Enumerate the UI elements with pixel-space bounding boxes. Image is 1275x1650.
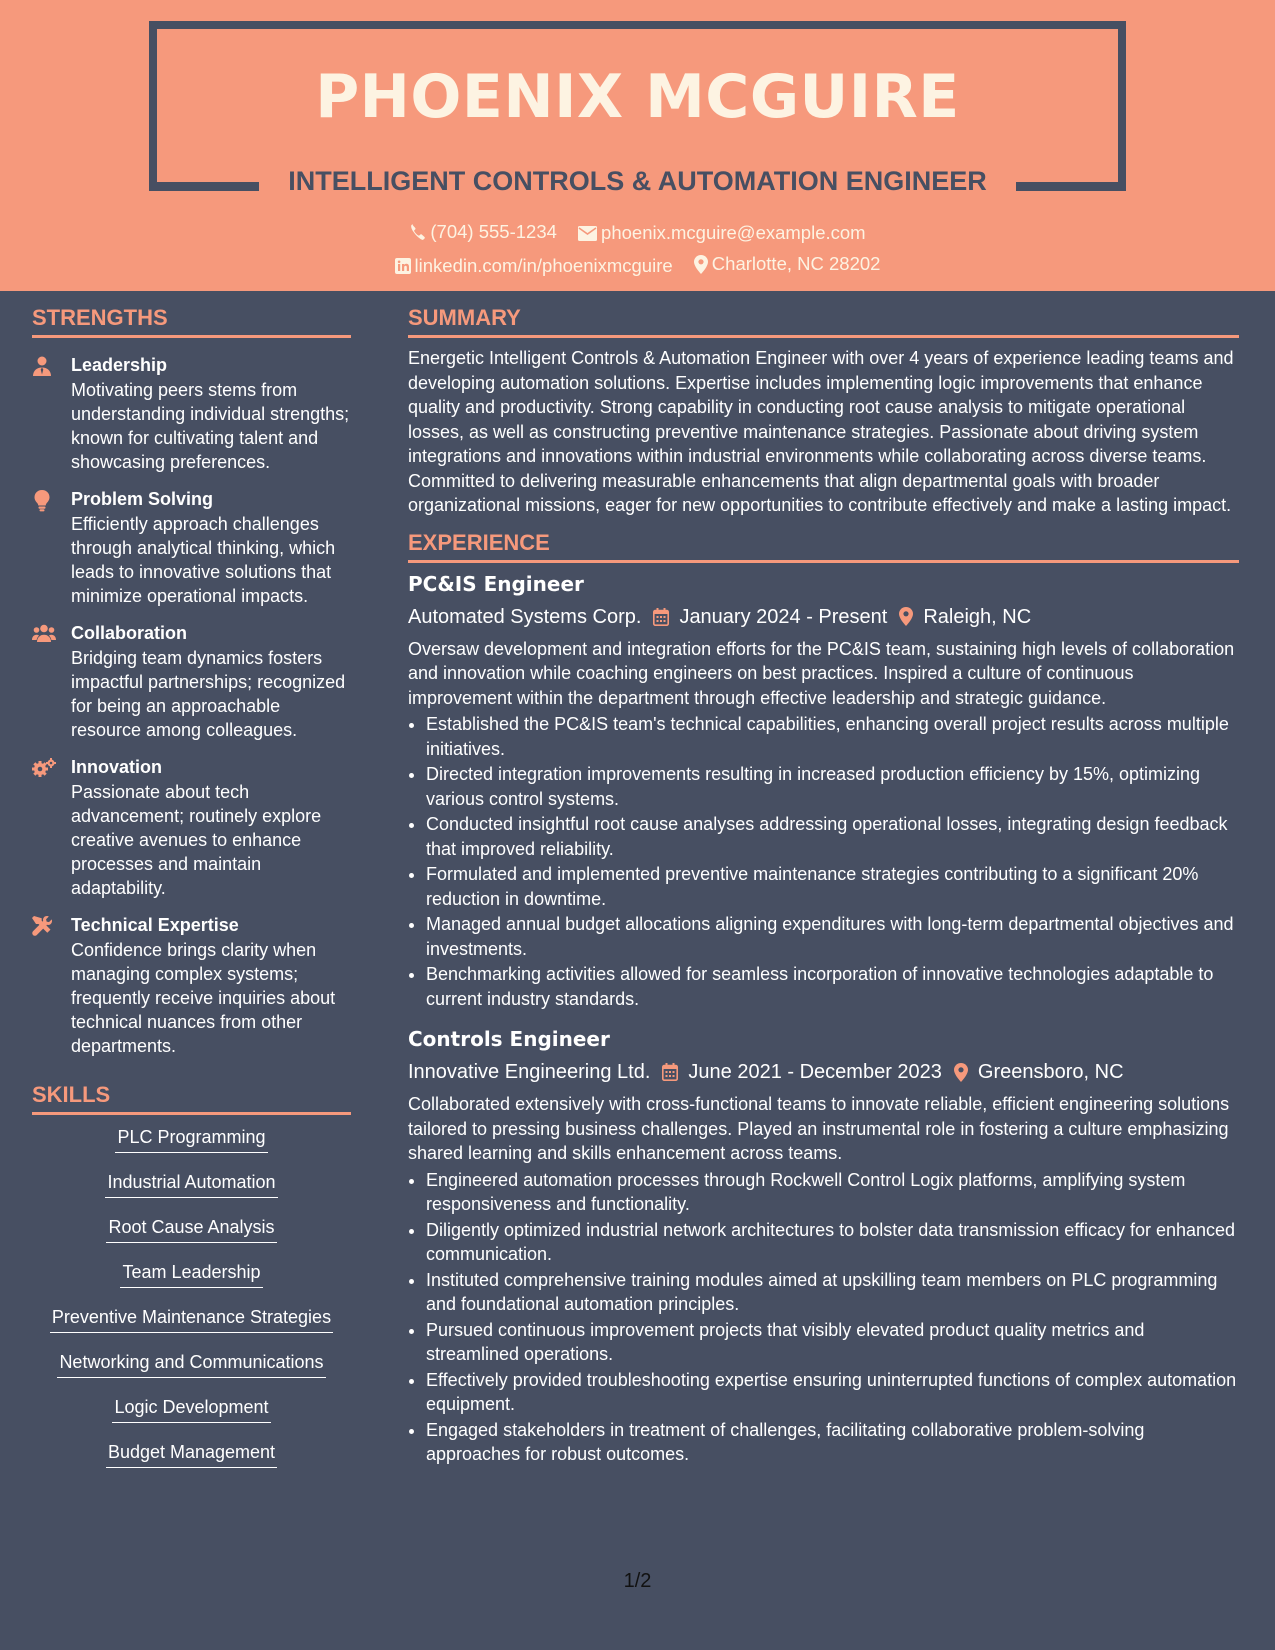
strengths-heading: STRENGTHS <box>32 305 351 338</box>
skill-item: Logic Development <box>32 1395 351 1440</box>
strength-desc: Passionate about tech advancement; routinely explore creative avenues to enhance processes and maintain adaptability. <box>71 782 322 898</box>
job-dates: June 2021 - December 2023 <box>688 1061 942 1083</box>
user-tie-icon <box>32 356 52 376</box>
bullet-item: • Formulated and implemented preventive maintenance strategies contributing to a significant 20% reduction in downtime. <box>426 862 1239 911</box>
bullet-item: • Engaged stakeholders in treatment of challenges, facilitating collaborative problem-solving approaches for robust outcomes. <box>426 1418 1239 1467</box>
job-dates: January 2024 - Present <box>679 605 888 628</box>
skill-item: PLC Programming <box>32 1125 351 1170</box>
map-pin-icon <box>954 1063 968 1082</box>
job-bullets <box>408 712 1239 1011</box>
skill-item: Industrial Automation <box>32 1170 351 1215</box>
bullet-item: • Diligently optimized industrial network architectures to bolster data transmission efficacy for enhanced communication. <box>426 1218 1239 1267</box>
users-icon <box>32 624 56 642</box>
cogs-icon <box>32 758 56 778</box>
experience-heading: EXPERIENCE <box>408 530 1239 563</box>
strength-title: Collaboration <box>71 623 187 643</box>
skills-heading: SKILLS <box>32 1082 351 1115</box>
left-column <box>32 305 351 1485</box>
strength-item-technical-expertise <box>32 914 351 1058</box>
lightbulb-icon <box>32 490 52 512</box>
linkedin-text: linkedin.com/in/phoenixmcguire <box>414 254 673 276</box>
job-description: Oversaw development and integration efforts for the PC&IS team, sustaining high levels of collaboration and innovation while coaching engineers on best practices. Inspired a culture of continuous improvement within the department through effective leadership and strategic guidance. <box>408 638 1235 708</box>
strength-item-innovation <box>32 756 351 900</box>
job-meta <box>408 1058 1239 1086</box>
skill-item: Team Leadership <box>32 1260 351 1305</box>
contact-linkedin[interactable] <box>395 255 673 277</box>
strength-desc: Bridging team dynamics fosters impactful partnerships; recognized for being an approachable resource among colleagues. <box>71 648 346 740</box>
bullet-item: • Directed integration improvements resulting in increased production efficiency by 15%, optimizing various control systems. <box>426 762 1239 811</box>
strength-item-problem-solving <box>32 488 351 608</box>
bullet-item: • Instituted comprehensive training modules aimed at upskilling team members on PLC programming and foundational automation principles. <box>426 1268 1239 1317</box>
strength-desc: Efficiently approach challenges through analytical thinking, which leads to innovative solutions that minimize operational impacts. <box>71 514 336 606</box>
map-pin-icon <box>899 607 913 626</box>
job-entry <box>408 571 1239 1012</box>
phone-icon <box>409 224 426 241</box>
calendar-icon <box>662 1063 678 1081</box>
skill-item: Budget Management <box>32 1440 351 1485</box>
right-column <box>408 305 1239 1468</box>
skills-list <box>32 1125 351 1485</box>
bullet-item: • Benchmarking activities allowed for seamless incorporation of innovative technologies adaptable to current industry standards. <box>426 962 1239 1011</box>
bullet-item: • Engineered automation processes through Rockwell Control Logix platforms, amplifying system responsiveness and functionality. <box>426 1168 1239 1217</box>
company-name: Innovative Engineering Ltd. <box>408 1061 651 1083</box>
envelope-icon <box>578 226 597 241</box>
strength-item-leadership <box>32 354 351 474</box>
strength-desc: Confidence brings clarity when managing complex systems; frequently receive inquiries about technical nuances from other departments. <box>71 940 336 1056</box>
summary-heading: SUMMARY <box>408 305 1239 338</box>
candidate-name: PHOENIX MCGUIRE <box>315 62 960 132</box>
calendar-icon <box>653 608 669 626</box>
summary-text: Energetic Intelligent Controls & Automation Engineer with over 4 years of experience leading teams and developing automation solutions. Expertise includes implementing logic improvements that enhance quality and productivity. Strong capability in conducting root cause analysis to mitigate operational losses, as well as constructing preventive maintenance strategies. Passionate about driving system integrations and innovations within industrial environments while collaborating across diverse teams. Committed to delivering measurable enhancements that align departmental goals with broader organizational missions, eager for new opportunities to contribute effectively and make a lasting impact. <box>408 348 1234 515</box>
contact-email[interactable] <box>578 222 866 244</box>
header-banner <box>0 0 1275 291</box>
job-entry-title: PC&IS Engineer <box>408 571 584 596</box>
job-bullets <box>408 1168 1239 1467</box>
contact-phone[interactable] <box>409 221 557 243</box>
strength-title: Problem Solving <box>71 489 214 509</box>
skill-item: Networking and Communications <box>32 1350 351 1395</box>
job-meta <box>408 603 1239 631</box>
email-text: phoenix.mcguire@example.com <box>601 222 866 243</box>
job-description: Collaborated extensively with cross-functional teams to innovate reliable, efficient engineering solutions tailored to pressing business challenges. Played an instrumental role in fostering a culture emphasizing shared learning and skills enhancement across teams. <box>408 1094 1230 1163</box>
job-title: INTELLIGENT CONTROLS & AUTOMATION ENGINEER <box>288 166 987 196</box>
bullet-item: • Established the PC&IS team's technical capabilities, enhancing overall project results across multiple initiatives. <box>426 712 1239 761</box>
company-name: Automated Systems Corp. <box>408 605 642 628</box>
contact-location <box>694 253 881 275</box>
strength-title: Innovation <box>71 757 162 777</box>
strength-title: Leadership <box>71 355 168 375</box>
tools-icon <box>32 916 53 937</box>
contact-row-2 <box>0 253 1275 279</box>
strength-item-collaboration <box>32 622 351 742</box>
job-location: Greensboro, NC <box>977 1061 1124 1083</box>
strength-title: Technical Expertise <box>71 915 239 935</box>
bullet-item: • Managed annual budget allocations aligning expenditures with long-term departmental objectives and investments. <box>426 912 1239 961</box>
page-number: 1/2 <box>623 1570 652 1592</box>
job-entry-title: Controls Engineer <box>408 1027 610 1051</box>
phone-text: (704) 555-1234 <box>430 221 557 242</box>
strength-desc: Motivating peers stems from understanding individual strengths; known for cultivating talent and showcasing preferences. <box>71 380 350 472</box>
job-location: Raleigh, NC <box>923 605 1032 628</box>
skill-item: Root Cause Analysis <box>32 1215 351 1260</box>
skill-item: Preventive Maintenance Strategies <box>32 1305 351 1350</box>
contact-row-1 <box>0 221 1275 246</box>
location-text: Charlotte, NC 28202 <box>711 253 881 274</box>
bullet-item: • Pursued continuous improvement projects that visibly elevated product quality metrics and streamlined operations. <box>426 1318 1239 1367</box>
bullet-item: • Effectively provided troubleshooting expertise ensuring uninterrupted functions of complex automation equipment. <box>426 1368 1239 1417</box>
bullet-item: • Conducted insightful root cause analyses addressing operational losses, integrating design feedback that improved reliability. <box>426 812 1239 861</box>
job-entry <box>408 1026 1239 1467</box>
map-pin-icon <box>694 255 708 274</box>
linkedin-icon <box>395 258 411 274</box>
